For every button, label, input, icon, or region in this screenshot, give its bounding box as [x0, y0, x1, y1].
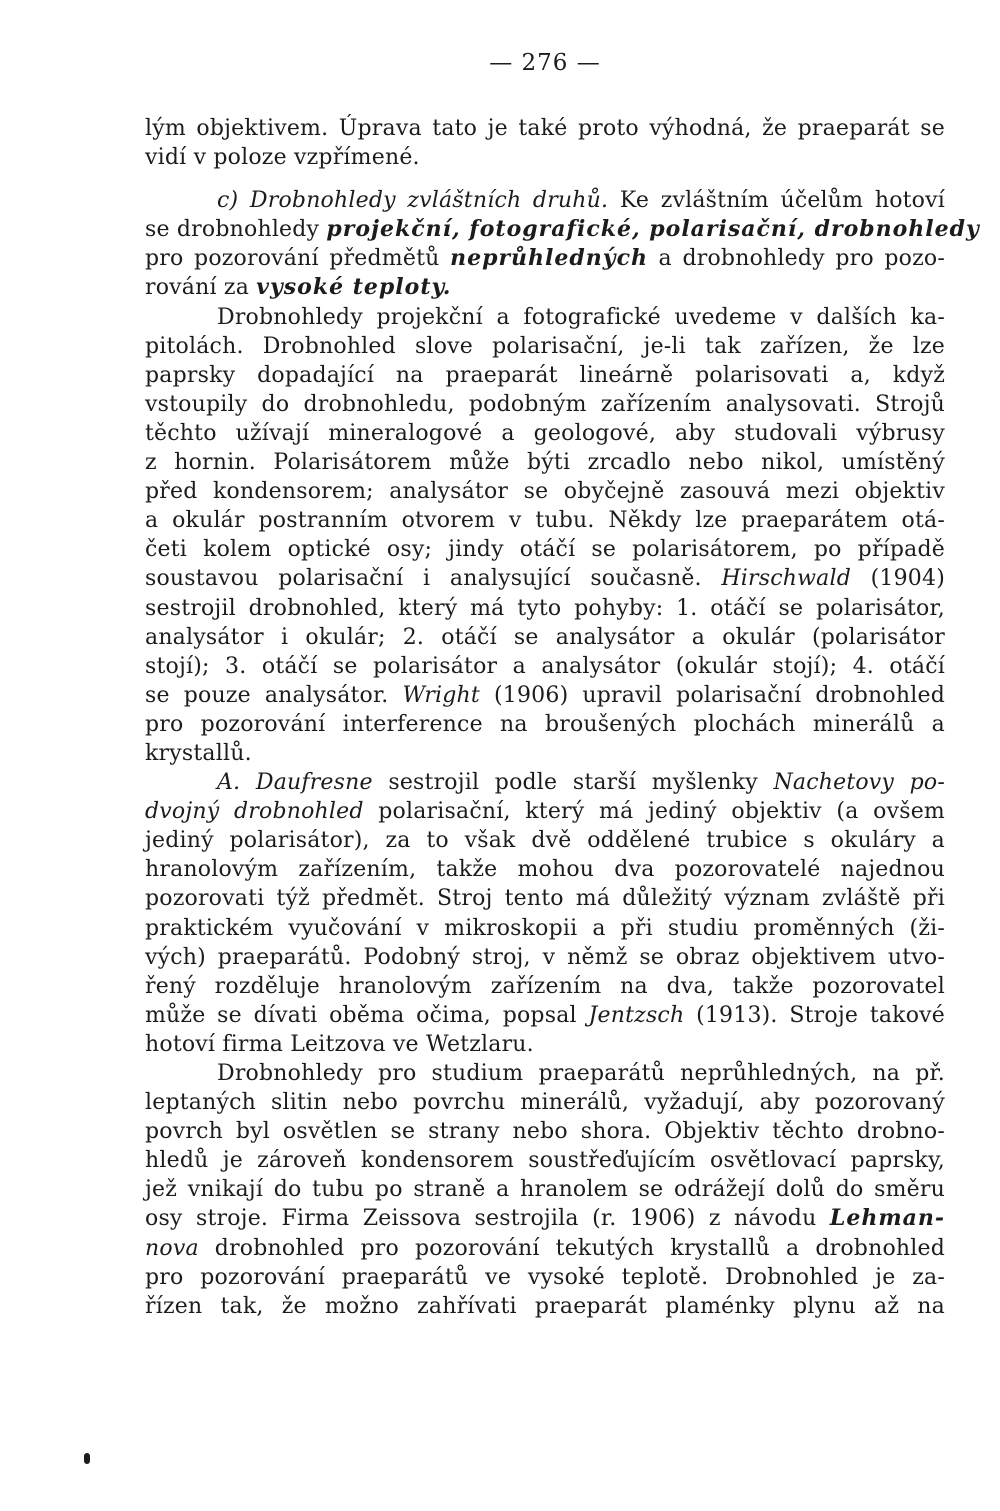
text-segment: pro pozorování předmětů: [145, 246, 451, 272]
text-line: [145, 652, 945, 681]
text-segment: polarisační, který má jediný objektiv (a ovšem: [363, 799, 945, 825]
text-line: [145, 623, 945, 652]
text-line: [145, 419, 945, 448]
text-segment: se pouze analysátor.: [145, 682, 403, 708]
text-segment: drobnohled pro pozorování tekutých krystallů a drobnohled: [198, 1235, 945, 1261]
text-segment: lým objektivem. Úprava tato je také proto výhodná, že praeparát se: [145, 116, 945, 141]
text-line: [145, 1292, 945, 1321]
text-segment: hotoví firma Leitzova ve Wetzlaru.: [145, 1031, 534, 1057]
text-segment: (1913). Stroje takové: [684, 1002, 945, 1028]
text-segment: rování za: [145, 275, 257, 301]
author-name: Hirschwald: [721, 566, 851, 592]
page-number: — 276 —: [489, 50, 601, 76]
text-line: [145, 506, 945, 535]
text-segment: řízen tak, že možno zahřívati praeparát plaménky plynu až na: [145, 1293, 945, 1319]
text-segment: pozorovati týž předmět. Stroj tento má důležitý význam zvláště při: [145, 886, 945, 912]
text-line: [145, 826, 945, 855]
text-line: [145, 1234, 945, 1263]
text-line: [145, 390, 945, 419]
text-segment: a okulár postranním otvorem v tubu. Někdy lze praeparátem otá-: [145, 508, 945, 534]
text-line: [145, 594, 945, 623]
author-name: nova: [145, 1235, 199, 1261]
text-segment: hranolovým zařízením, takže mohou dva pozorovatelé najednou: [145, 857, 945, 883]
author-name: Lehman-: [829, 1205, 945, 1232]
text-segment: z hornin. Polarisátorem může býti zrcadlo nebo nikol, umístěný: [145, 450, 945, 476]
text-segment: (1906) upravil polarisační drobnohled: [479, 682, 945, 708]
text-line: [145, 303, 945, 332]
body-text: [145, 114, 980, 1321]
text-segment: jediný polarisátor), za to však dvě oddělené trubice s okuláry a: [145, 828, 945, 854]
text-line: [145, 1146, 945, 1175]
text-segment: Drobnohledy pro studium praeparátů neprůhledných, na př.: [217, 1061, 945, 1086]
text-segment: leptaných slitin nebo povrchu minerálů, vyžadují, aby pozorovaný: [145, 1090, 945, 1116]
text-segment: jež vnikají do tubu po straně a hranolem se odrážejí dolů do směru: [145, 1177, 945, 1203]
emphasis-text: dvojný drobnohled: [145, 799, 364, 825]
text-segment: soustavou polarisační i analysující současně.: [145, 566, 722, 592]
text-line: [145, 1204, 945, 1233]
text-line: [145, 448, 945, 477]
text-line: [145, 768, 945, 797]
emphasis-text: neprůhledných: [450, 245, 648, 272]
text-segment: povrch byl osvětlen se strany nebo shora. Objektiv těchto drobno-: [145, 1119, 945, 1145]
text-line: [145, 564, 945, 593]
text-segment: hledů je zároveň kondensorem soustřeďujícím osvětlovací paprsky,: [145, 1148, 945, 1174]
text-segment: se drobnohledy: [145, 217, 327, 243]
text-segment: pro pozorování interference na broušených plochách minerálů a: [145, 711, 945, 737]
text-line: [145, 1059, 945, 1088]
emphasis-text: vysoké teploty.: [256, 274, 452, 301]
text-segment: sestrojil drobnohled, který má tyto pohyby: 1. otáčí se polarisátor,: [145, 595, 945, 621]
text-segment: Ke zvláštním účelům hotoví: [608, 188, 945, 214]
text-segment: Drobnohledy projekční a fotografické uvedeme v dalších ka-: [217, 304, 945, 330]
text-line: [145, 114, 945, 143]
emphasis-text: projekční, fotografické, polarisační, drobnohledy: [326, 216, 980, 243]
text-line: [145, 273, 945, 302]
text-line: [145, 244, 945, 273]
text-segment: pro pozorování praeparátů ve vysoké teplotě. Drobnohled je za-: [145, 1264, 945, 1290]
subsection-letter: c): [217, 188, 250, 214]
text-line: [145, 477, 945, 506]
emphasis-text: Nachetovy po-: [773, 770, 945, 796]
text-line: [145, 884, 945, 913]
text-line: [145, 914, 945, 943]
text-line: [145, 535, 945, 564]
text-segment: osy stroje. Firma Zeissova sestrojila (r. 1906) z návodu: [145, 1206, 830, 1232]
text-segment: (1904): [850, 566, 945, 592]
text-line: [145, 739, 945, 768]
text-line: [145, 1263, 945, 1292]
text-segment: četi kolem optické osy; jindy otáčí se polarisátorem, po případě: [145, 537, 945, 563]
text-line: [145, 710, 945, 739]
text-line: [145, 1088, 945, 1117]
text-line: [145, 215, 980, 244]
text-segment: krystallů.: [145, 740, 252, 766]
subsection-heading-line: [145, 186, 945, 215]
text-segment: řený rozděluje hranolovým zařízením na dva, takže pozorovatel: [145, 973, 945, 999]
author-name: Wright: [402, 682, 480, 708]
text-segment: analysátor i okulár; 2. otáčí se analysátor a okulár (polarisátor: [145, 624, 945, 650]
text-segment: pitolách. Drobnohled slove polarisační, je-li tak zařízen, že lze: [145, 333, 945, 359]
text-segment: vidí v poloze vzpřímené.: [145, 145, 420, 171]
text-line: [145, 1030, 945, 1059]
text-segment: stojí); 3. otáčí se polarisátor a analysátor (okulár stojí); 4. otáčí: [145, 653, 945, 679]
text-line: [145, 332, 945, 361]
text-segment: paprsky dopadající na praeparát lineárně polarisovati a, když: [145, 362, 945, 388]
text-line: [145, 943, 945, 972]
subsection-title: Drobnohledy zvláštních druhů.: [249, 188, 609, 214]
text-segment: praktickém vyučování v mikroskopii a při studiu proměnných (ži-: [145, 915, 945, 941]
text-segment: sestrojil podle starší myšlenky: [372, 770, 774, 796]
author-name: Jentzsch: [588, 1002, 685, 1028]
text-segment: vstoupily do drobnohledu, podobným zařízením analysovati. Strojů: [145, 391, 945, 417]
text-segment: a drobnohledy pro pozo-: [647, 246, 945, 272]
text-line: [145, 855, 945, 884]
text-line: [145, 143, 945, 172]
text-line: [145, 1117, 945, 1146]
text-segment: vých) praeparátů. Podobný stroj, v němž se obraz objektivem utvo-: [145, 944, 945, 970]
text-line: [145, 1175, 945, 1204]
text-line: [145, 361, 945, 390]
text-segment: těchto užívají mineralogové a geologové, aby studovali výbrusy: [145, 420, 945, 446]
author-name: A. Daufresne: [217, 770, 373, 796]
text-line: [145, 797, 945, 826]
text-segment: může se dívati oběma očima, popsal: [145, 1002, 589, 1028]
text-line: [145, 972, 945, 1001]
text-line: [145, 1001, 945, 1030]
text-segment: před kondensorem; analysátor se obyčejně zasouvá mezi objektiv: [145, 479, 945, 505]
text-line: [145, 681, 945, 710]
ink-speck: [84, 1453, 90, 1464]
